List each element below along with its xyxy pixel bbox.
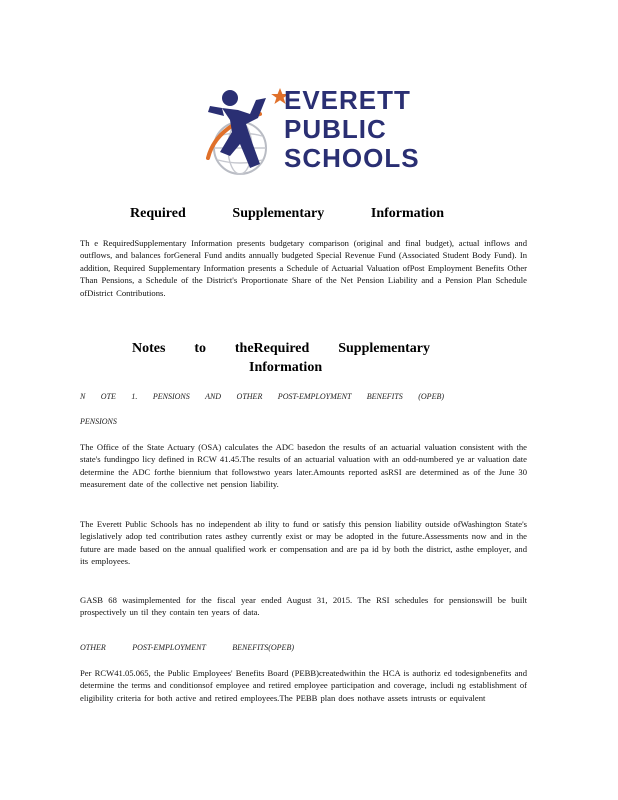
rsi-title: Required Supplementary Information xyxy=(130,206,444,221)
notes-title-line-2: Information xyxy=(249,360,323,375)
pensions-paragraph-3: GASB 68 wasimplemented for the fiscal year ended August 31, 2015. The RSI schedules for pensionswill be built prospectively un til they contain ten years of data. xyxy=(80,595,527,618)
logo-line-2: PUBLIC xyxy=(284,114,387,144)
everett-public-schools-logo xyxy=(200,84,422,180)
pensions-paragraph-1: The Office of the State Actuary (OSA) calculates the ADC basedon the results of an actuarial valuation consistent with the state's fundingpo licy defined in RCW 41.45.The results of an actuarial valuation with an odd-numbered ye ar valuation date determine the ADC forthe biennium that followstwo years later.Amounts reported asRSI are determined as of the June 30 measurement date of the collective net pension liability. xyxy=(80,442,527,490)
pensions-heading: PENSIONS xyxy=(80,417,117,426)
rsi-paragraph: Th e RequiredSupplementary Information presents budgetary comparison (original and final budget), actual inflows and outflows, and balances forGeneral Fund andits annually budgeted Special Revenue Fund (Associated Student Body Fund). In addition, Required Supplementary Information presents a Schedule of Actuarial Valuation ofPost Employment Benefits Other Than Pensions, a Schedule of the District's Proportionate Share of the Net Pension Liability and a Pension Plan Schedule ofDistrict Contributions. xyxy=(80,238,527,298)
logo-line-1: EVERETT xyxy=(284,85,411,115)
note-1-heading: N OTE 1. PENSIONS AND OTHER POST-EMPLOYMENT BENEFITS (OPEB) xyxy=(80,392,444,401)
logo-wordmark xyxy=(284,86,424,173)
opeb-heading: OTHER POST-EMPLOYMENT BENEFITS(OPEB) xyxy=(80,643,294,652)
pensions-paragraph-2: The Everett Public Schools has no independent ab ility to fund or satisfy this pension liability outside ofWashington State's legislatively adop ted contribution rates asthey currently exist or may be adopted in the future.Assessments now and in the future are made based on the annual qualified work er compensation and are pa id by both the district, asthe employer, and its employees. xyxy=(80,519,527,567)
runner-globe-icon xyxy=(200,84,292,180)
opeb-paragraph-1: Per RCW41.05.065, the Public Employees' Benefits Board (PEBB)createdwithin the HCA is authoriz ed todesignbenefits and determine the terms and conditionsof employee and retired employee participation and coverage, includi ng establishment of eligibility criteria for both active and retired employees.The PEBB plan does nothave assets intrusts or equivalent xyxy=(80,668,527,703)
logo-line-3: SCHOOLS xyxy=(284,143,420,173)
notes-title-line-1: Notes to theRequired Supplementary xyxy=(132,341,430,356)
